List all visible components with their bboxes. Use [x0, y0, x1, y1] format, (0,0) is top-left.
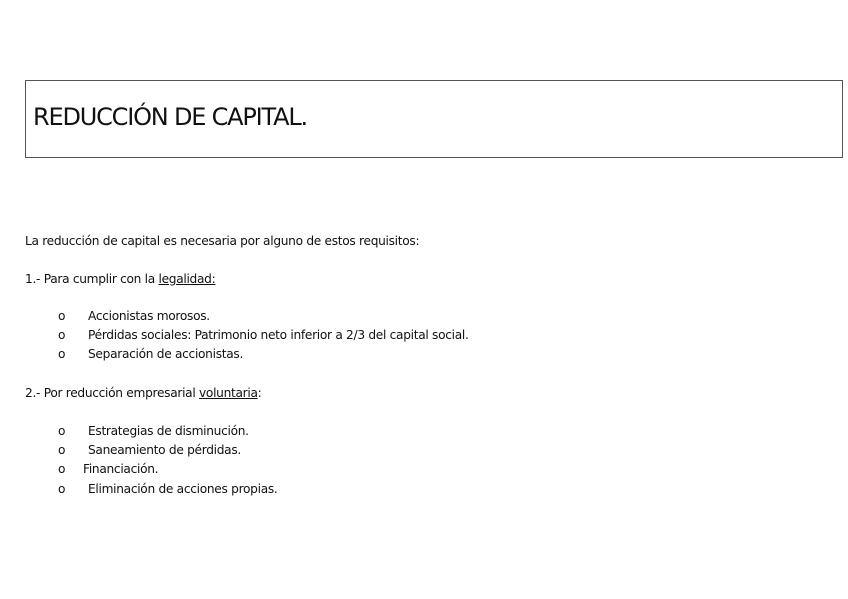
list-item — [58, 346, 243, 362]
list-item — [58, 442, 241, 458]
intro-text: La reducción de capital es necesaria por alguno de estos requisitos: — [25, 234, 420, 248]
bullet-icon: o — [58, 328, 66, 342]
list-item — [58, 423, 249, 439]
bullet-icon: o — [58, 443, 66, 457]
list-item — [58, 327, 469, 343]
list-item — [58, 308, 210, 324]
section-1-heading — [25, 271, 215, 287]
list-item — [58, 461, 158, 477]
section-2-keyword: voluntaria — [199, 386, 258, 400]
list-item-text: Eliminación de acciones propias. — [88, 482, 278, 496]
page-title: REDUCCIÓN DE CAPITAL. — [33, 103, 307, 131]
section-1-prefix: 1.- Para cumplir con la — [25, 272, 159, 286]
section-2-suffix: : — [257, 386, 262, 400]
list-item-text: Separación de accionistas. — [88, 347, 244, 361]
bullet-icon: o — [58, 462, 66, 476]
list-item — [58, 481, 277, 497]
list-item-text: Financiación. — [83, 462, 159, 476]
bullet-icon: o — [58, 347, 66, 361]
list-item-text: Estrategias de disminución. — [88, 424, 249, 438]
list-item-text: Saneamiento de pérdidas. — [88, 443, 241, 457]
title-box — [25, 80, 843, 158]
bullet-icon: o — [58, 309, 66, 323]
list-item-text: Pérdidas sociales: Patrimonio neto inferior a 2/3 del capital social. — [88, 328, 469, 342]
section-2-heading — [25, 385, 261, 401]
bullet-icon: o — [58, 482, 66, 496]
section-2-prefix: 2.- Por reducción empresarial — [25, 386, 199, 400]
bullet-icon: o — [58, 424, 66, 438]
section-1-keyword: legalidad: — [158, 272, 216, 286]
list-item-text: Accionistas morosos. — [88, 309, 210, 323]
